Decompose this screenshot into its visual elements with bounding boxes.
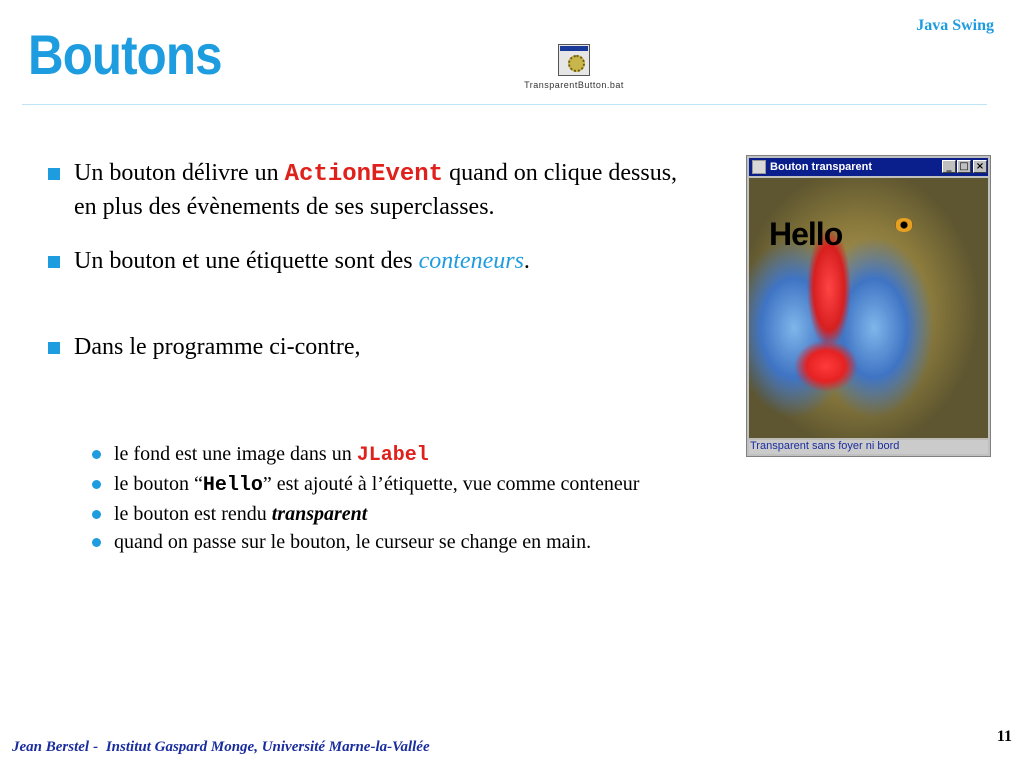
sub-bullet-text: le bouton est rendu <box>114 503 272 525</box>
window-title: Bouton transparent <box>770 161 873 173</box>
emphasis-term: conteneurs <box>418 248 524 274</box>
sub-bullet-item <box>92 470 732 500</box>
bullet-item <box>48 245 698 277</box>
background-image-label <box>749 178 988 440</box>
close-button[interactable]: × <box>973 160 987 173</box>
page-title: Boutons <box>28 23 222 86</box>
round-bullet-icon <box>92 450 101 459</box>
emphasis-term: transparent <box>271 503 368 525</box>
sub-bullet-item <box>92 440 732 470</box>
bullet-text: Un bouton et une étiquette sont des <box>74 248 419 274</box>
bullet-text: quand on clique dessus, en plus des évènements de ses superclasses. <box>74 160 678 220</box>
app-icon <box>752 160 766 174</box>
code-term: JLabel <box>356 444 429 467</box>
square-bullet-icon <box>48 342 60 354</box>
sub-bullet-item <box>92 500 732 528</box>
round-bullet-icon <box>92 538 101 547</box>
desktop-shortcut[interactable] <box>519 44 629 90</box>
code-term: Hello <box>202 474 263 497</box>
sub-bullet-text: le bouton “ <box>114 473 203 495</box>
footer-institution: Institut Gaspard Monge, Université Marne-la-Vallée <box>105 739 430 755</box>
sub-bullet-text: quand on passe sur le bouton, le curseur se change en main. <box>114 531 592 553</box>
bullet-item <box>48 157 698 223</box>
round-bullet-icon <box>92 510 101 519</box>
sub-bullet-item <box>92 528 732 556</box>
window-status-text: Transparent sans foyer ni bord <box>749 438 988 454</box>
sub-bullet-text: ” est ajouté à l’étiquette, vue comme conteneur <box>262 473 640 495</box>
bullet-list <box>48 157 698 363</box>
window-titlebar[interactable] <box>749 158 988 176</box>
footer-credit <box>12 738 512 757</box>
page-number: 11 <box>996 728 1012 745</box>
maximize-button[interactable]: □ <box>957 160 971 173</box>
header-divider <box>22 104 987 105</box>
sub-bullet-list <box>92 440 732 556</box>
bullet-text: Dans le programme ci-contre, <box>74 334 361 360</box>
code-term: ActionEvent <box>284 161 444 188</box>
app-window <box>746 155 991 457</box>
course-label: Java Swing <box>916 17 994 34</box>
round-bullet-icon <box>92 480 101 489</box>
sub-bullet-text: le fond est une image dans un <box>114 443 357 465</box>
minimize-button[interactable]: _ <box>942 160 956 173</box>
hello-button[interactable]: Hello <box>769 216 843 252</box>
bullet-text: . <box>523 248 530 274</box>
square-bullet-icon <box>48 168 60 180</box>
desktop-shortcut-label: TransparentButton.bat <box>524 80 624 90</box>
batch-file-icon <box>558 44 590 76</box>
bullet-item <box>48 331 698 363</box>
footer-separator: - <box>93 739 99 755</box>
square-bullet-icon <box>48 256 60 268</box>
bullet-text: Un bouton délivre un <box>74 160 285 186</box>
mandrill-eye <box>895 218 913 232</box>
footer-author: Jean Berstel <box>12 739 90 755</box>
